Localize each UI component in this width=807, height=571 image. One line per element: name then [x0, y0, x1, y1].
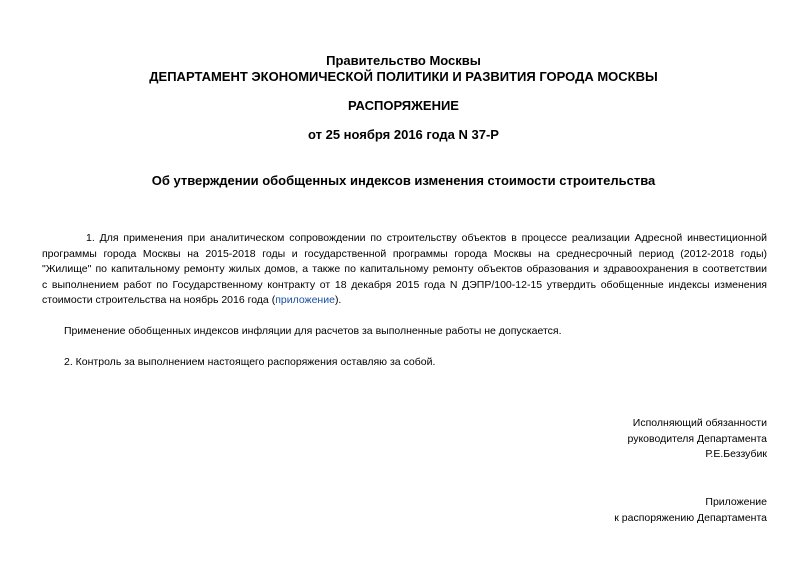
- signature-position: Исполняющий обязанности: [632, 417, 767, 429]
- paragraph-1-last-prefix: стоимости строительства на ноябрь 2016 года (: [42, 294, 276, 306]
- government-name: Правительство Москвы: [326, 53, 481, 68]
- signature-name: Р.Е.Беззубик: [705, 448, 767, 460]
- signature-department: руководителя Департамента: [627, 432, 767, 445]
- paragraph-1-line: "Жилище" по капитальному ремонту жилых домов, а также по капитальному ремонту объектов образования и здравоохранения в соответствии: [42, 263, 767, 275]
- appendix-link[interactable]: приложение: [275, 294, 335, 306]
- signature-block: [628, 416, 768, 463]
- department-name: ДЕПАРТАМЕНТ ЭКОНОМИЧЕСКОЙ ПОЛИТИКИ И РАЗВИТИЯ ГОРОДА МОСКВЫ: [149, 69, 658, 84]
- paragraph-1: [42, 231, 767, 309]
- paragraph-3: 2. Контроль за выполнением настоящего распоряжения оставляю за собой.: [64, 356, 436, 368]
- appendix-label: Приложение: [705, 496, 767, 508]
- paragraph-1-last-suffix: ).: [334, 294, 342, 306]
- paragraph-2: Применение обобщенных индексов инфляции для расчетов за выполненные работы не допускается.: [64, 325, 562, 337]
- appendix-reference: к распоряжению Департамента: [614, 511, 767, 524]
- paragraph-1-line: программы города Москвы на 2015-2018 годы и государственной программы города Москвы на среднесрочный период (2012-2018 годы): [42, 247, 767, 260]
- document-date-number: от 25 ноября 2016 года N 37-Р: [308, 127, 499, 142]
- document-title: Об утверждении обобщенных индексов изменения стоимости строительства: [151, 173, 656, 188]
- paragraph-1-line: 1. Для применения при аналитическом сопровождении по строительству объектов в процессе реализации Адресной инвестиционной: [86, 232, 767, 244]
- paragraph-1-line: с выполнением работ по Государственному контракту от 18 декабря 2015 года N ДЭПР/100-12-15 утвердить обобщенные индексы изменения: [42, 278, 767, 291]
- appendix-block: [614, 495, 767, 526]
- document-type: РАСПОРЯЖЕНИЕ: [348, 98, 459, 113]
- paragraph-1-last-line: [42, 293, 767, 309]
